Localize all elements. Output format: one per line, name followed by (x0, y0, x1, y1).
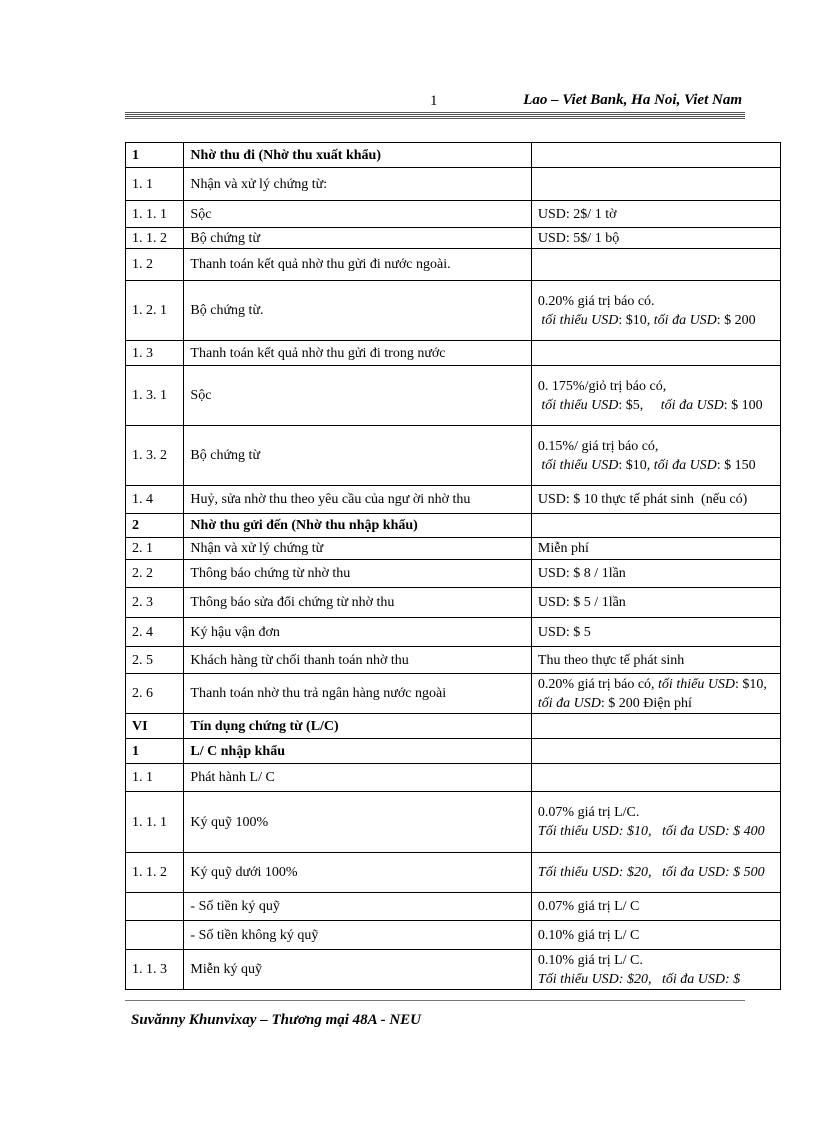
row-code: 2. 3 (126, 588, 184, 618)
fee-text: 0.07% giá trị L/C. (537, 805, 640, 820)
row-code: 1. 4 (126, 486, 184, 514)
row-fee (531, 618, 780, 647)
row-fee (531, 714, 780, 739)
row-code: 1. 2. 1 (126, 281, 184, 341)
row-description: Nhận và xử lý chứng từ (184, 538, 531, 560)
fee-text: : $5, (618, 397, 661, 413)
row-code: 1. 3 (126, 341, 184, 366)
row-description: Bộ chứng từ (184, 426, 531, 486)
fee-text: USD: $ 5 (537, 624, 591, 640)
row-fee (531, 950, 780, 990)
table-row (126, 228, 781, 249)
row-fee (531, 792, 780, 853)
row-fee (531, 168, 780, 201)
row-fee (531, 853, 780, 893)
row-code: 1 (126, 143, 184, 168)
table-row (126, 486, 781, 514)
row-description: L/ C nhập khẩu (184, 739, 531, 764)
row-description: Ký quỹ dưới 100% (184, 853, 531, 893)
row-code: 2. 4 (126, 618, 184, 647)
row-fee (531, 426, 780, 486)
row-description: Bộ chứng từ. (184, 281, 531, 341)
table-row (126, 674, 781, 714)
fee-schedule-table (125, 142, 781, 990)
table-row (126, 341, 781, 366)
fee-text: USD: $ 10 thực tế phát sinh (nếu có) (537, 492, 748, 507)
table-row (126, 426, 781, 486)
row-fee (531, 228, 780, 249)
row-fee (531, 249, 780, 281)
row-description: Khách hàng từ chối thanh toán nhờ thu (184, 647, 531, 674)
fee-text: USD: 2$/ 1 tờ (537, 206, 617, 222)
row-description: Thông báo sửa đổi chứng từ nhờ thu (184, 588, 531, 618)
table-row (126, 950, 781, 990)
row-code (126, 893, 184, 921)
row-fee (531, 739, 780, 764)
fee-table-body (126, 143, 781, 990)
row-fee (531, 560, 780, 588)
fee-text: Tối thiểu USD: $20, tối đa USD: $ 500 (537, 865, 765, 880)
fee-text: 0. 175%/giỏ trị báo có, (537, 378, 667, 394)
table-row (126, 281, 781, 341)
row-description: Thông báo chứng từ nhờ thu (184, 560, 531, 588)
table-row (126, 921, 781, 950)
row-description: Ký quỹ 100% (184, 792, 531, 853)
row-code: 2. 5 (126, 647, 184, 674)
fee-text: : $ 100 (723, 397, 763, 413)
row-fee (531, 514, 780, 538)
row-fee (531, 143, 780, 168)
fee-text: : $ 150 (716, 457, 756, 473)
fee-text: Miễn phí (537, 541, 589, 556)
fee-text: tối đa USD (660, 397, 724, 413)
fee-text: tối đa USD (653, 312, 717, 328)
row-code: 2. 2 (126, 560, 184, 588)
row-description: - Số tiền không ký quỹ (184, 921, 531, 950)
row-code: 1. 1. 1 (126, 201, 184, 228)
row-code: 2. 6 (126, 674, 184, 714)
row-code: 1. 2 (126, 249, 184, 281)
fee-text: Tối thiểu USD: $10, tối đa USD: $ 400 (537, 824, 765, 839)
row-description: Thanh toán kết quả nhờ thu gửi đi nước ngoài. (184, 249, 531, 281)
row-description: Tín dụng chứng từ (L/C) (184, 714, 531, 739)
section-header-row (126, 714, 781, 739)
row-code: VI (126, 714, 184, 739)
row-code: 1. 1 (126, 764, 184, 792)
row-description: Nhờ thu đi (Nhờ thu xuất khẩu) (184, 143, 531, 168)
row-description: Sộc (184, 201, 531, 228)
row-code: 2 (126, 514, 184, 538)
row-fee (531, 281, 780, 341)
row-fee (531, 538, 780, 560)
table-row (126, 764, 781, 792)
row-description: Ký hậu vận đơn (184, 618, 531, 647)
row-description: Miễn ký quỹ (184, 950, 531, 990)
footer-author: Suvănny Khunvixay – Thương mại 48A - NEU (131, 1012, 422, 1028)
fee-text: tối đa USD (537, 695, 601, 711)
row-description: Thanh toán nhờ thu trả ngân hàng nước ngoài (184, 674, 531, 714)
row-description: Nhận và xử lý chứng từ: (184, 168, 531, 201)
row-fee (531, 201, 780, 228)
table-row (126, 647, 781, 674)
fee-text: 0.20% giá trị báo có, (537, 676, 659, 692)
section-header-row (126, 739, 781, 764)
table-row (126, 560, 781, 588)
row-code: 1. 1 (126, 168, 184, 201)
row-code: 1. 3. 1 (126, 366, 184, 426)
fee-text: tối thiểu USD (537, 397, 619, 413)
page-number: 1 (430, 93, 438, 109)
fee-text: : $ 200 (716, 312, 756, 328)
fee-text: 0.10% giá trị L/ C. (537, 952, 643, 968)
fee-text: 0.10% giá trị L/ C (537, 927, 640, 943)
row-code: 1. 3. 2 (126, 426, 184, 486)
row-description: Thanh toán kết quả nhờ thu gửi đi trong nước (184, 341, 531, 366)
row-fee (531, 341, 780, 366)
fee-text: 0.15%/ giá trị báo có, (537, 438, 659, 454)
row-fee (531, 921, 780, 950)
table-row (126, 618, 781, 647)
row-code (126, 921, 184, 950)
row-description: Huỷ, sửa nhờ thu theo yêu cầu của ngư ời nhờ thu (184, 486, 531, 514)
row-description: - Số tiền ký quỹ (184, 893, 531, 921)
fee-text: Tối thiểu USD: $20, tối đa USD: $ (537, 971, 741, 987)
table-row (126, 893, 781, 921)
row-description: Sộc (184, 366, 531, 426)
table-row (126, 366, 781, 426)
fee-text: USD: 5$/ 1 bộ (537, 230, 620, 246)
fee-text: tối thiểu USD (537, 457, 619, 473)
row-description: Nhờ thu gửi đến (Nhờ thu nhập khẩu) (184, 514, 531, 538)
fee-text: : $10, (735, 676, 771, 692)
header-rule (125, 112, 745, 119)
row-fee (531, 588, 780, 618)
fee-text: tối thiểu USD (537, 312, 619, 328)
row-code: 1 (126, 739, 184, 764)
table-row (126, 201, 781, 228)
row-code: 2. 1 (126, 538, 184, 560)
row-code: 1. 1. 2 (126, 228, 184, 249)
fee-text: 0.07% giá trị L/ C (537, 899, 640, 914)
row-fee (531, 764, 780, 792)
row-fee (531, 647, 780, 674)
row-fee (531, 366, 780, 426)
section-header-row (126, 514, 781, 538)
row-description: Phát hành L/ C (184, 764, 531, 792)
table-row (126, 853, 781, 893)
table-row (126, 588, 781, 618)
table-row (126, 538, 781, 560)
row-fee (531, 893, 780, 921)
bank-name-header: Lao – Viet Bank, Ha Noi, Viet Nam (523, 92, 742, 108)
fee-text: USD: $ 8 / 1lần (537, 566, 626, 581)
row-code: 1. 1. 3 (126, 950, 184, 990)
table-row (126, 168, 781, 201)
footer-rule (125, 1000, 745, 1001)
row-fee (531, 674, 780, 714)
section-header-row (126, 143, 781, 168)
row-description: Bộ chứng từ (184, 228, 531, 249)
fee-text: : $10, (618, 457, 654, 473)
fee-text: tối thiểu USD (658, 676, 736, 692)
table-row (126, 792, 781, 853)
table-row (126, 249, 781, 281)
fee-text: Thu theo thực tế phát sinh (537, 652, 685, 668)
fee-text: tối đa USD (653, 457, 717, 473)
fee-text: 0.20% giá trị báo có. (537, 293, 655, 309)
fee-text: USD: $ 5 / 1lần (537, 595, 626, 610)
row-code: 1. 1. 2 (126, 853, 184, 893)
row-fee (531, 486, 780, 514)
fee-text: : $10, (618, 312, 654, 328)
row-code: 1. 1. 1 (126, 792, 184, 853)
fee-text: : $ 200 Điện phí (600, 695, 692, 711)
